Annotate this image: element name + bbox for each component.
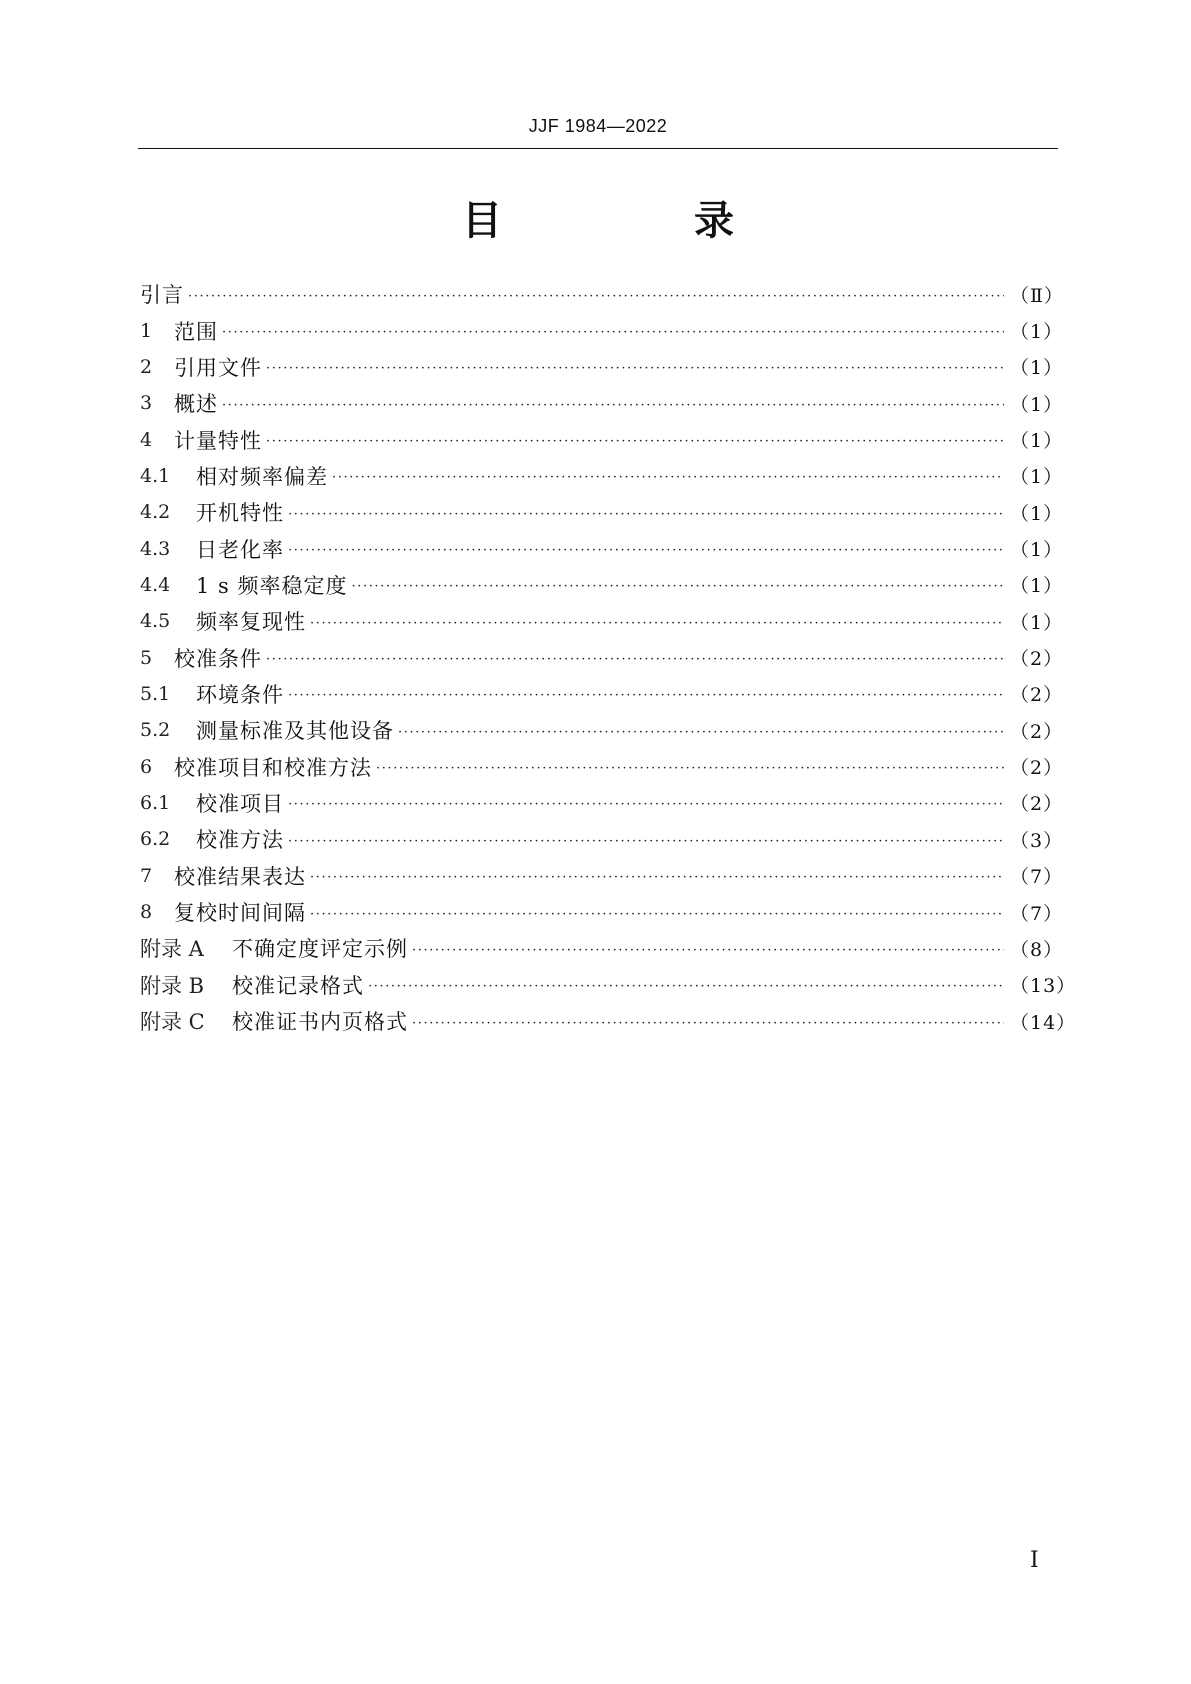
toc-entry-number: 4.2	[140, 501, 171, 524]
toc-leader-dots	[412, 1016, 1004, 1031]
toc-leader-dots	[288, 688, 1004, 703]
toc-entry-number: 6	[140, 755, 153, 778]
toc-entry[interactable]	[140, 676, 1064, 712]
toc-entry-label: 频率复现性	[196, 610, 306, 635]
toc-entry-page: （2）	[1010, 793, 1064, 816]
toc-entry-number: 4.5	[140, 610, 171, 633]
toc-entry[interactable]	[140, 858, 1064, 894]
toc-entry[interactable]	[140, 967, 1077, 1003]
toc-entry[interactable]	[140, 276, 1064, 312]
toc-entry[interactable]	[140, 385, 1064, 421]
footer-page-number: Ⅰ	[1030, 1548, 1039, 1573]
toc-entry[interactable]	[140, 639, 1064, 675]
toc-entry-number: 2	[140, 355, 153, 378]
toc-entry-number: 附录 C	[140, 1010, 205, 1035]
toc-entry-page: （2）	[1010, 720, 1064, 743]
toc-leader-dots	[376, 761, 1004, 776]
toc-entry[interactable]	[140, 1003, 1077, 1039]
toc-entry-page: （1）	[1010, 393, 1064, 416]
toc-entry[interactable]	[140, 821, 1064, 857]
toc-list	[140, 276, 1077, 1039]
toc-leader-dots	[266, 361, 1004, 376]
toc-entry-number: 4.3	[140, 537, 171, 560]
toc-entry-number: 5.2	[140, 719, 171, 742]
toc-entry-label: 1 s 频率稳定度	[196, 573, 348, 598]
toc-entry-number: 5.1	[140, 682, 171, 705]
toc-entry-label: 校准条件	[174, 646, 262, 671]
toc-entry-label: 校准方法	[196, 828, 284, 853]
toc-entry-label: 复校时间间隔	[174, 901, 306, 926]
toc-leader-dots	[352, 579, 1005, 594]
toc-entry[interactable]	[140, 894, 1064, 930]
toc-leader-dots	[266, 652, 1004, 667]
document-header: JJF 1984—2022	[528, 116, 668, 136]
toc-entry[interactable]	[140, 712, 1064, 748]
toc-entry-page: （3）	[1010, 829, 1064, 852]
toc-entry-page: （2）	[1010, 648, 1064, 671]
toc-entry-number: 附录 B	[140, 973, 205, 998]
toc-entry-label: 概述	[174, 392, 218, 417]
toc-entry-label: 相对频率偏差	[196, 464, 328, 489]
toc-entry-page: （14）	[1010, 1011, 1077, 1034]
toc-entry-label: 测量标准及其他设备	[196, 719, 394, 744]
toc-leader-dots	[288, 834, 1004, 849]
toc-entry-label: 范围	[174, 319, 218, 344]
toc-entry-label: 校准项目和校准方法	[174, 755, 372, 780]
toc-leader-dots	[288, 797, 1004, 812]
toc-entry-label: 校准结果表达	[174, 864, 306, 889]
toc-entry-page: （1）	[1010, 575, 1064, 598]
toc-entry-label: 计量特性	[174, 428, 262, 453]
toc-entry-number: 7	[140, 864, 153, 887]
toc-entry-label: 日老化率	[196, 537, 284, 562]
toc-entry-page: （1）	[1010, 502, 1064, 525]
toc-leader-dots	[310, 616, 1004, 631]
toc-entry-label: 引言	[140, 283, 184, 308]
toc-leader-dots	[288, 543, 1004, 558]
toc-leader-dots	[188, 289, 1004, 304]
toc-entry-label: 环境条件	[196, 682, 284, 707]
toc-entry[interactable]	[140, 603, 1064, 639]
toc-entry[interactable]	[140, 494, 1064, 530]
toc-leader-dots	[310, 870, 1004, 885]
toc-entry-page: （1）	[1010, 539, 1064, 562]
toc-entry-number: 6.2	[140, 828, 171, 851]
toc-leader-dots	[222, 325, 1004, 340]
toc-entry-number: 8	[140, 901, 153, 924]
toc-title: 目 录	[462, 198, 810, 244]
header-divider	[138, 148, 1058, 149]
toc-entry[interactable]	[140, 785, 1064, 821]
toc-leader-dots	[222, 398, 1004, 413]
toc-entry-label: 校准项目	[196, 791, 284, 816]
toc-entry-page: （2）	[1010, 684, 1064, 707]
toc-entry-page: （7）	[1010, 902, 1064, 925]
toc-entry-label: 校准记录格式	[232, 973, 364, 998]
toc-entry-page: （1）	[1010, 430, 1064, 453]
toc-leader-dots	[368, 979, 1004, 994]
toc-entry-page: （1）	[1010, 357, 1064, 380]
toc-entry-number: 5	[140, 646, 153, 669]
toc-entry-number: 附录 A	[140, 937, 204, 962]
toc-leader-dots	[266, 434, 1004, 449]
toc-entry-page: （1）	[1010, 321, 1064, 344]
toc-entry[interactable]	[140, 567, 1064, 603]
toc-entry-page: （2）	[1010, 757, 1064, 780]
toc-entry-number: 1	[140, 319, 153, 342]
toc-entry[interactable]	[140, 421, 1064, 457]
toc-entry-number: 3	[140, 392, 153, 415]
toc-entry-page: （1）	[1010, 466, 1064, 489]
toc-entry-page: （7）	[1010, 866, 1064, 889]
toc-leader-dots	[398, 725, 1004, 740]
toc-entry-page: （Ⅱ）	[1010, 284, 1064, 307]
toc-entry-label: 校准证书内页格式	[232, 1010, 408, 1035]
toc-leader-dots	[332, 470, 1004, 485]
toc-leader-dots	[310, 907, 1004, 922]
toc-entry-page: （13）	[1010, 975, 1077, 998]
toc-entry[interactable]	[140, 349, 1064, 385]
toc-leader-dots	[288, 507, 1004, 522]
toc-entry[interactable]	[140, 530, 1064, 566]
toc-entry-number: 4	[140, 428, 153, 451]
toc-entry[interactable]	[140, 748, 1064, 784]
toc-entry-number: 4.4	[140, 573, 171, 596]
toc-entry-number: 6.1	[140, 791, 171, 814]
toc-entry-label: 开机特性	[196, 501, 284, 526]
toc-entry-page: （8）	[1010, 938, 1064, 961]
toc-entry[interactable]	[140, 458, 1064, 494]
toc-entry[interactable]	[140, 930, 1064, 966]
toc-entry-number: 4.1	[140, 464, 171, 487]
toc-entry-label: 引用文件	[174, 355, 262, 380]
toc-leader-dots	[412, 943, 1004, 958]
toc-entry-label: 不确定度评定示例	[232, 937, 408, 962]
toc-entry[interactable]	[140, 312, 1064, 348]
toc-entry-page: （1）	[1010, 611, 1064, 634]
